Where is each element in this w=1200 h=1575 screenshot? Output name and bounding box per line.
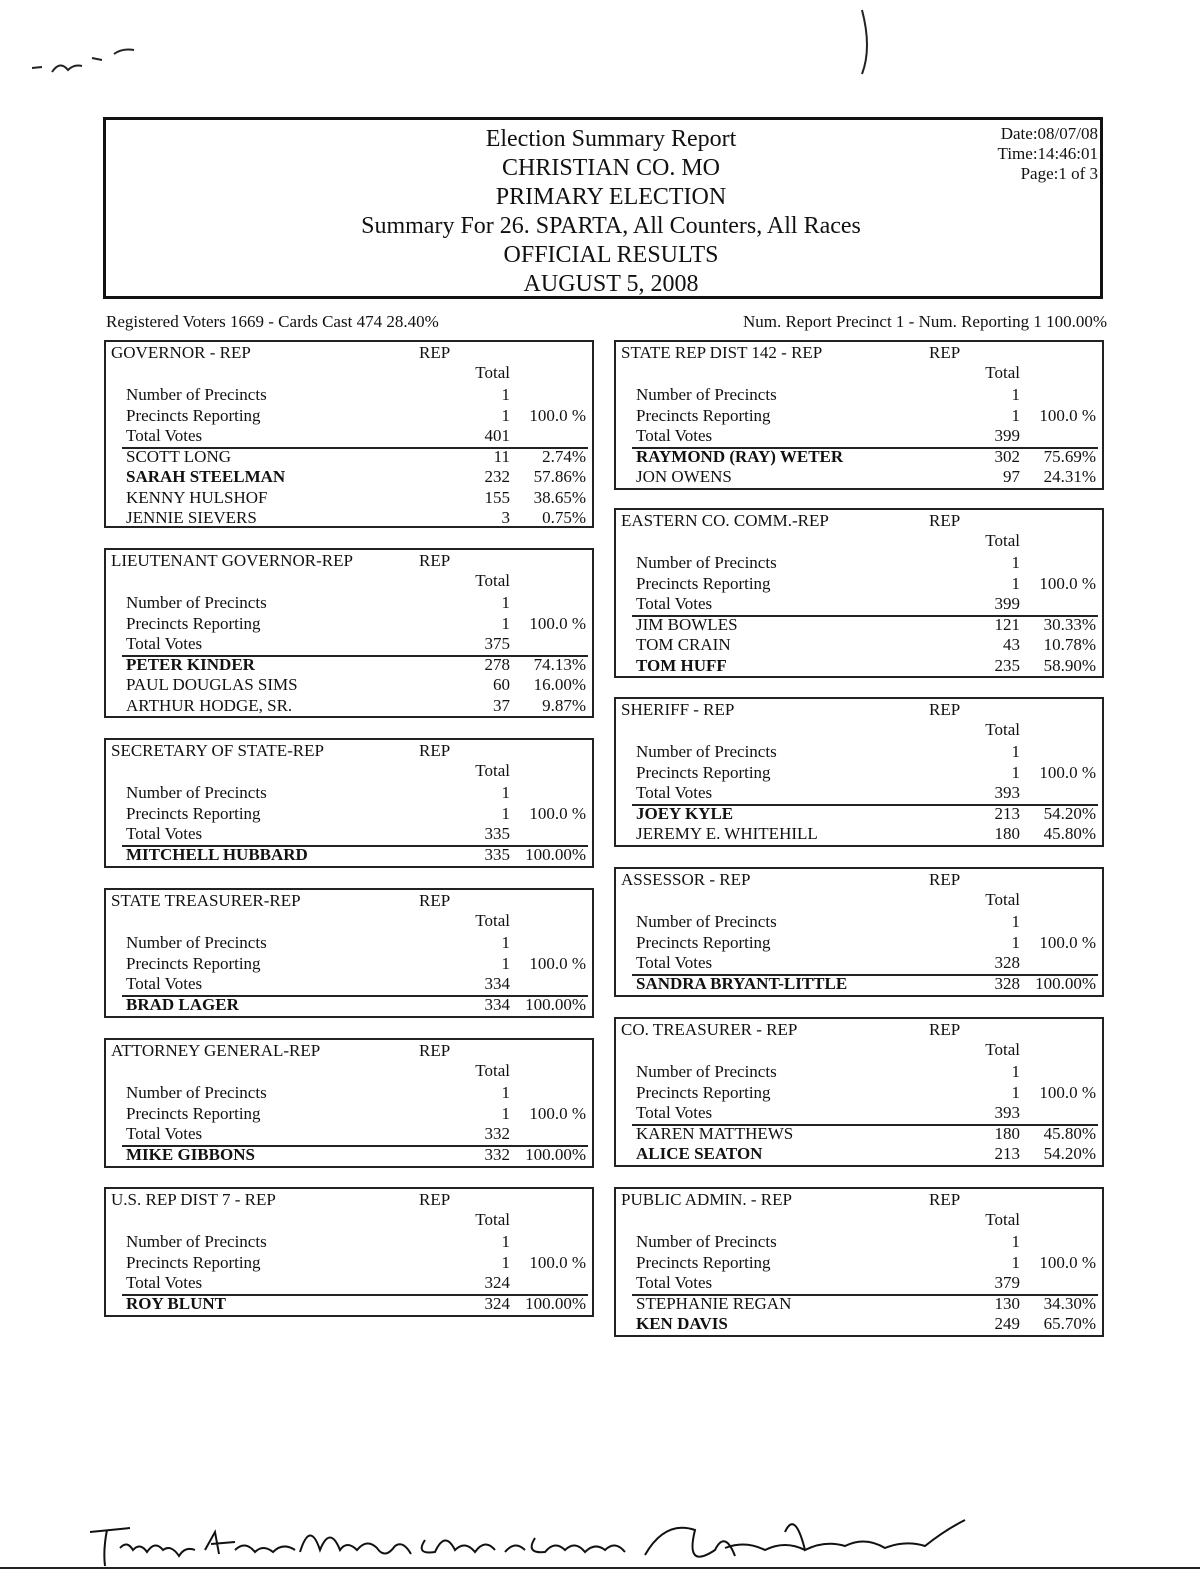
total-column-header: Total bbox=[985, 890, 1020, 909]
row-label: TOM HUFF bbox=[636, 655, 727, 675]
row-percent: 100.0 % bbox=[1039, 762, 1096, 782]
row-label: Precincts Reporting bbox=[636, 762, 771, 782]
row-label: SANDRA BRYANT-LITTLE bbox=[636, 973, 848, 993]
candidate-row bbox=[126, 994, 586, 1015]
row-votes: 180 bbox=[994, 824, 1020, 843]
total-column-header: Total bbox=[475, 761, 510, 780]
row-votes: 302 bbox=[994, 446, 1020, 466]
row-label: Total Votes bbox=[126, 634, 203, 653]
race-box bbox=[614, 1187, 1104, 1337]
race-title: GOVERNOR - REP bbox=[111, 343, 251, 362]
row-votes: 1 bbox=[1011, 573, 1020, 593]
total-votes-row bbox=[636, 425, 1096, 446]
row-votes: 37 bbox=[493, 695, 510, 715]
row-label: Precincts Reporting bbox=[636, 573, 771, 593]
race-title: CO. TREASURER - REP bbox=[621, 1020, 798, 1039]
row-votes: 399 bbox=[994, 594, 1020, 613]
number-of-precincts-row bbox=[636, 552, 1096, 573]
row-label: JIM BOWLES bbox=[636, 614, 738, 634]
candidate-row bbox=[126, 446, 586, 467]
precincts-reporting-row bbox=[636, 1082, 1096, 1103]
row-label: KAREN MATTHEWS bbox=[636, 1123, 794, 1143]
row-label: Precincts Reporting bbox=[636, 405, 771, 425]
total-votes-row bbox=[126, 823, 586, 844]
row-label: Number of Precincts bbox=[126, 385, 267, 404]
row-label: Precincts Reporting bbox=[126, 1103, 261, 1123]
row-label: Precincts Reporting bbox=[126, 953, 261, 973]
number-of-precincts-row bbox=[126, 1082, 586, 1103]
row-label: ALICE SEATON bbox=[636, 1144, 763, 1163]
candidate-row bbox=[636, 1293, 1096, 1314]
candidate-row bbox=[126, 695, 586, 716]
row-label: Number of Precincts bbox=[126, 593, 267, 612]
race-party: REP bbox=[929, 1020, 961, 1039]
candidate-row bbox=[636, 655, 1096, 676]
report-page: Page:1 of 3 bbox=[1020, 164, 1098, 183]
row-label: ROY BLUNT bbox=[126, 1293, 226, 1313]
candidate-row bbox=[636, 823, 1096, 844]
race-box bbox=[104, 1187, 594, 1317]
row-votes: 1 bbox=[1011, 1252, 1020, 1272]
candidate-row bbox=[636, 1313, 1096, 1334]
row-percent: 100.0 % bbox=[1039, 573, 1096, 593]
number-of-precincts-row bbox=[636, 1061, 1096, 1082]
row-percent: 100.0 % bbox=[1039, 405, 1096, 425]
race-title: EASTERN CO. COMM.-REP bbox=[621, 511, 829, 530]
row-percent: 34.30% bbox=[1043, 1293, 1096, 1313]
number-of-precincts-row bbox=[126, 384, 586, 405]
row-label: JENNIE SIEVERS bbox=[126, 508, 257, 527]
row-votes: 1 bbox=[1011, 742, 1020, 761]
race-party: REP bbox=[419, 551, 451, 570]
row-votes: 335 bbox=[484, 824, 510, 843]
precincts-reporting-row bbox=[636, 932, 1096, 953]
row-label: Number of Precincts bbox=[636, 742, 777, 761]
row-percent: 45.80% bbox=[1043, 1123, 1096, 1143]
header-line: PRIMARY ELECTION bbox=[495, 184, 727, 210]
row-percent: 100.00% bbox=[525, 844, 586, 864]
header-line: Summary For 26. SPARTA, All Counters, All Races bbox=[361, 213, 861, 239]
row-percent: 74.13% bbox=[533, 654, 586, 674]
precincts-reporting-row bbox=[126, 613, 586, 634]
row-votes: 1 bbox=[1011, 762, 1020, 782]
row-votes: 1 bbox=[1011, 553, 1020, 572]
race-title: LIEUTENANT GOVERNOR-REP bbox=[111, 551, 353, 570]
candidate-row bbox=[126, 654, 586, 675]
candidate-row bbox=[126, 844, 586, 865]
row-votes: 1 bbox=[1011, 932, 1020, 952]
row-percent: 58.90% bbox=[1043, 655, 1096, 675]
candidate-row bbox=[636, 446, 1096, 467]
race-box bbox=[104, 340, 594, 528]
row-votes: 1 bbox=[501, 593, 510, 612]
row-votes: 1 bbox=[1011, 1082, 1020, 1102]
row-label: BRAD LAGER bbox=[126, 994, 239, 1014]
row-votes: 1 bbox=[1011, 1232, 1020, 1251]
total-votes-row bbox=[636, 1272, 1096, 1293]
row-percent: 9.87% bbox=[542, 695, 586, 715]
row-label: Precincts Reporting bbox=[636, 1082, 771, 1102]
row-votes: 1 bbox=[1011, 912, 1020, 931]
row-percent: 100.0 % bbox=[1039, 932, 1096, 952]
row-percent: 0.75% bbox=[542, 508, 586, 527]
row-votes: 334 bbox=[484, 974, 510, 993]
row-votes: 1 bbox=[1011, 405, 1020, 425]
row-label: SCOTT LONG bbox=[126, 446, 231, 466]
row-votes: 1 bbox=[1011, 385, 1020, 404]
row-percent: 100.0 % bbox=[1039, 1082, 1096, 1102]
race-box bbox=[104, 1038, 594, 1168]
race-title: ATTORNEY GENERAL-REP bbox=[111, 1041, 321, 1060]
total-votes-row bbox=[636, 1102, 1096, 1123]
row-label: Total Votes bbox=[126, 824, 203, 843]
total-votes-row bbox=[126, 1272, 586, 1293]
row-label: MITCHELL HUBBARD bbox=[126, 844, 308, 864]
row-votes: 332 bbox=[484, 1124, 510, 1143]
candidate-row bbox=[126, 507, 586, 528]
row-label: Number of Precincts bbox=[126, 1232, 267, 1251]
row-label: PETER KINDER bbox=[126, 654, 255, 674]
row-percent: 10.78% bbox=[1043, 635, 1096, 654]
row-percent: 100.0 % bbox=[529, 613, 586, 633]
candidate-row bbox=[126, 466, 586, 487]
report-time: Time:14:46:01 bbox=[997, 144, 1098, 163]
row-percent: 100.0 % bbox=[529, 803, 586, 823]
race-title: STATE TREASURER-REP bbox=[111, 891, 301, 910]
row-votes: 213 bbox=[994, 1144, 1020, 1163]
race-title: PUBLIC ADMIN. - REP bbox=[621, 1190, 792, 1209]
race-party: REP bbox=[419, 343, 451, 362]
row-percent: 38.65% bbox=[533, 487, 586, 507]
header-line: AUGUST 5, 2008 bbox=[523, 271, 699, 297]
row-label: MIKE GIBBONS bbox=[126, 1144, 255, 1164]
row-percent: 100.0 % bbox=[529, 1252, 586, 1272]
row-label: Precincts Reporting bbox=[636, 932, 771, 952]
row-votes: 97 bbox=[1003, 467, 1020, 486]
row-label: Number of Precincts bbox=[636, 553, 777, 572]
row-label: Number of Precincts bbox=[636, 912, 777, 931]
row-percent: 2.74% bbox=[542, 446, 586, 466]
race-box bbox=[614, 1017, 1104, 1167]
total-votes-row bbox=[636, 782, 1096, 803]
row-percent: 100.00% bbox=[525, 1293, 586, 1313]
row-label: JEREMY E. WHITEHILL bbox=[636, 824, 818, 843]
header-line: OFFICIAL RESULTS bbox=[503, 242, 719, 268]
row-votes: 1 bbox=[501, 803, 510, 823]
precincts-reporting-row bbox=[636, 762, 1096, 783]
candidate-row bbox=[126, 1293, 586, 1314]
row-votes: 1 bbox=[501, 613, 510, 633]
row-votes: 401 bbox=[484, 426, 510, 445]
row-label: SARAH STEELMAN bbox=[126, 467, 286, 486]
precincts-reporting-row bbox=[126, 803, 586, 824]
candidate-row bbox=[636, 803, 1096, 824]
signatures bbox=[85, 1510, 985, 1575]
precincts-reporting-row bbox=[126, 1252, 586, 1273]
precincts-reporting-row bbox=[636, 1252, 1096, 1273]
total-column-header: Total bbox=[985, 1040, 1020, 1059]
precincts-reporting-row bbox=[126, 405, 586, 426]
row-votes: 324 bbox=[484, 1273, 510, 1292]
row-percent: 100.0 % bbox=[529, 405, 586, 425]
row-label: JON OWENS bbox=[636, 467, 732, 486]
row-percent: 100.00% bbox=[525, 1144, 586, 1164]
report-title-block bbox=[336, 125, 886, 299]
race-title: ASSESSOR - REP bbox=[621, 870, 751, 889]
row-votes: 328 bbox=[994, 953, 1020, 972]
row-label: Number of Precincts bbox=[126, 783, 267, 802]
row-label: Precincts Reporting bbox=[636, 1252, 771, 1272]
number-of-precincts-row bbox=[126, 932, 586, 953]
row-votes: 11 bbox=[493, 446, 510, 466]
row-label: KENNY HULSHOF bbox=[126, 487, 268, 507]
row-votes: 1 bbox=[501, 933, 510, 952]
row-label: STEPHANIE REGAN bbox=[636, 1293, 792, 1313]
total-column-header: Total bbox=[985, 363, 1020, 382]
row-label: Precincts Reporting bbox=[126, 405, 261, 425]
row-percent: 57.86% bbox=[533, 467, 586, 486]
row-percent: 24.31% bbox=[1043, 467, 1096, 486]
row-votes: 1 bbox=[1011, 1062, 1020, 1081]
row-percent: 100.0 % bbox=[529, 953, 586, 973]
candidate-row bbox=[636, 614, 1096, 635]
row-label: Total Votes bbox=[126, 974, 203, 993]
total-votes-row bbox=[126, 973, 586, 994]
row-label: JOEY KYLE bbox=[636, 803, 734, 823]
row-percent: 75.69% bbox=[1043, 446, 1096, 466]
race-box bbox=[614, 508, 1104, 678]
row-votes: 393 bbox=[994, 783, 1020, 802]
total-votes-row bbox=[126, 633, 586, 654]
row-votes: 278 bbox=[484, 654, 510, 674]
row-votes: 43 bbox=[1003, 635, 1020, 654]
total-column-header: Total bbox=[985, 1210, 1020, 1229]
precincts-reporting-row bbox=[636, 405, 1096, 426]
total-votes-row bbox=[636, 952, 1096, 973]
precincts-reporting-row bbox=[636, 573, 1096, 594]
total-votes-row bbox=[636, 593, 1096, 614]
row-percent: 54.20% bbox=[1043, 1144, 1096, 1163]
total-column-header: Total bbox=[475, 911, 510, 930]
race-party: REP bbox=[419, 891, 451, 910]
row-percent: 100.0 % bbox=[1039, 1252, 1096, 1272]
registered-voters-summary: Registered Voters 1669 - Cards Cast 474 28.40% bbox=[106, 312, 439, 331]
total-column-header: Total bbox=[985, 720, 1020, 739]
row-votes: 3 bbox=[501, 508, 510, 527]
row-votes: 213 bbox=[994, 803, 1020, 823]
row-label: Total Votes bbox=[636, 783, 713, 802]
row-label: Number of Precincts bbox=[636, 385, 777, 404]
row-percent: 100.00% bbox=[525, 994, 586, 1014]
row-votes: 332 bbox=[484, 1144, 510, 1164]
candidate-row bbox=[126, 1144, 586, 1165]
report-date: Date:08/07/08 bbox=[1000, 124, 1098, 143]
row-percent: 100.00% bbox=[1035, 973, 1096, 993]
row-votes: 334 bbox=[484, 994, 510, 1014]
race-title: SHERIFF - REP bbox=[621, 700, 735, 719]
race-party: REP bbox=[929, 870, 961, 889]
row-label: Total Votes bbox=[636, 426, 713, 445]
candidate-row bbox=[126, 487, 586, 508]
race-title: U.S. REP DIST 7 - REP bbox=[111, 1190, 276, 1209]
number-of-precincts-row bbox=[636, 1231, 1096, 1252]
row-votes: 155 bbox=[484, 487, 510, 507]
row-votes: 393 bbox=[994, 1103, 1020, 1122]
number-of-precincts-row bbox=[126, 782, 586, 803]
row-percent: 45.80% bbox=[1043, 824, 1096, 843]
row-votes: 60 bbox=[493, 675, 510, 694]
number-of-precincts-row bbox=[636, 384, 1096, 405]
total-column-header: Total bbox=[475, 571, 510, 590]
row-votes: 1 bbox=[501, 783, 510, 802]
row-votes: 1 bbox=[501, 385, 510, 404]
race-box bbox=[614, 340, 1104, 490]
header-line: Election Summary Report bbox=[485, 126, 737, 152]
row-label: Total Votes bbox=[126, 1273, 203, 1292]
row-label: Total Votes bbox=[126, 426, 203, 445]
total-column-header: Total bbox=[475, 1210, 510, 1229]
race-party: REP bbox=[929, 1190, 961, 1209]
race-party: REP bbox=[929, 700, 961, 719]
row-label: Total Votes bbox=[636, 1273, 713, 1292]
row-votes: 1 bbox=[501, 405, 510, 425]
total-column-header: Total bbox=[985, 531, 1020, 550]
pen-scribble bbox=[30, 40, 150, 85]
candidate-row bbox=[636, 1123, 1096, 1144]
row-percent: 100.0 % bbox=[529, 1103, 586, 1123]
row-votes: 235 bbox=[994, 655, 1020, 675]
candidate-row bbox=[636, 1143, 1096, 1164]
race-party: REP bbox=[419, 741, 451, 760]
row-votes: 399 bbox=[994, 426, 1020, 445]
row-votes: 1 bbox=[501, 953, 510, 973]
row-votes: 232 bbox=[484, 467, 510, 486]
margin-bracket bbox=[858, 8, 878, 83]
race-party: REP bbox=[419, 1041, 451, 1060]
race-party: REP bbox=[929, 511, 961, 530]
row-votes: 1 bbox=[501, 1232, 510, 1251]
total-column-header: Total bbox=[475, 363, 510, 382]
row-label: Precincts Reporting bbox=[126, 613, 261, 633]
row-votes: 335 bbox=[484, 844, 510, 864]
precincts-reporting-row bbox=[126, 1103, 586, 1124]
row-votes: 180 bbox=[994, 1123, 1020, 1143]
row-label: Number of Precincts bbox=[636, 1232, 777, 1251]
number-of-precincts-row bbox=[636, 911, 1096, 932]
race-party: REP bbox=[929, 343, 961, 362]
candidate-row bbox=[126, 674, 586, 695]
row-label: Number of Precincts bbox=[636, 1062, 777, 1081]
page-bottom-edge bbox=[0, 1567, 1200, 1569]
row-votes: 1 bbox=[501, 1103, 510, 1123]
row-votes: 379 bbox=[994, 1273, 1020, 1292]
row-votes: 1 bbox=[501, 1252, 510, 1272]
precincts-reporting-row bbox=[126, 953, 586, 974]
row-votes: 375 bbox=[484, 634, 510, 653]
row-label: Total Votes bbox=[636, 953, 713, 972]
row-votes: 249 bbox=[994, 1314, 1020, 1333]
row-label: Number of Precincts bbox=[126, 933, 267, 952]
row-label: RAYMOND (RAY) WETER bbox=[636, 446, 844, 466]
row-label: Total Votes bbox=[636, 1103, 713, 1122]
row-votes: 328 bbox=[994, 973, 1020, 993]
reporting-summary: Num. Report Precinct 1 - Num. Reporting 1 100.00% bbox=[742, 312, 1107, 331]
row-votes: 324 bbox=[484, 1293, 510, 1313]
total-votes-row bbox=[126, 1123, 586, 1144]
row-label: Precincts Reporting bbox=[126, 1252, 261, 1272]
total-column-header: Total bbox=[475, 1061, 510, 1080]
row-label: KEN DAVIS bbox=[636, 1314, 728, 1333]
row-label: Total Votes bbox=[126, 1124, 203, 1143]
number-of-precincts-row bbox=[126, 592, 586, 613]
row-label: TOM CRAIN bbox=[636, 635, 731, 654]
row-percent: 65.70% bbox=[1043, 1314, 1096, 1333]
candidate-row bbox=[636, 466, 1096, 487]
row-label: Total Votes bbox=[636, 594, 713, 613]
race-box bbox=[614, 697, 1104, 847]
total-votes-row bbox=[126, 425, 586, 446]
number-of-precincts-row bbox=[126, 1231, 586, 1252]
race-box bbox=[104, 738, 594, 868]
race-title: SECRETARY OF STATE-REP bbox=[111, 741, 324, 760]
row-percent: 16.00% bbox=[533, 675, 586, 694]
candidate-row bbox=[636, 634, 1096, 655]
row-percent: 54.20% bbox=[1043, 803, 1096, 823]
row-votes: 130 bbox=[994, 1293, 1020, 1313]
header-line: CHRISTIAN CO. MO bbox=[501, 155, 720, 181]
number-of-precincts-row bbox=[636, 741, 1096, 762]
race-box bbox=[614, 867, 1104, 997]
row-votes: 1 bbox=[501, 1083, 510, 1102]
race-party: REP bbox=[419, 1190, 451, 1209]
row-percent: 30.33% bbox=[1043, 614, 1096, 634]
race-title: STATE REP DIST 142 - REP bbox=[621, 343, 823, 362]
row-label: ARTHUR HODGE, SR. bbox=[126, 695, 293, 715]
row-label: Number of Precincts bbox=[126, 1083, 267, 1102]
race-box bbox=[104, 548, 594, 718]
race-box bbox=[104, 888, 594, 1018]
report-header bbox=[103, 117, 1103, 299]
report-meta bbox=[998, 124, 1098, 184]
row-label: PAUL DOUGLAS SIMS bbox=[126, 675, 298, 694]
candidate-row bbox=[636, 973, 1096, 994]
row-label: Precincts Reporting bbox=[126, 803, 261, 823]
row-votes: 121 bbox=[994, 614, 1020, 634]
